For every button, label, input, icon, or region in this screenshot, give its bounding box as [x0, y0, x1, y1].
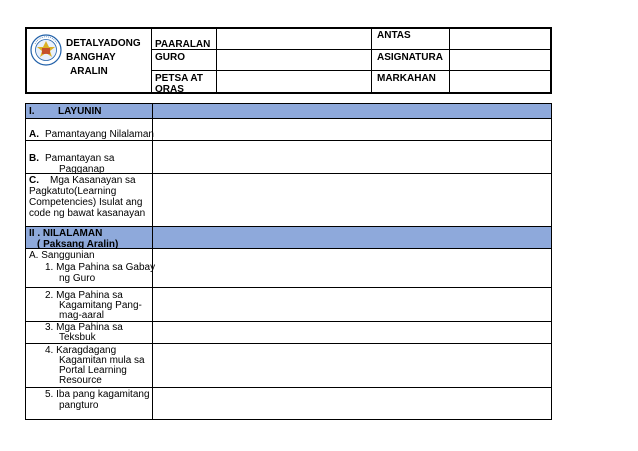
row-label: Kagamitan mula sa — [59, 355, 145, 366]
row-label: Pagkatuto(Learning — [29, 186, 117, 197]
section-subtitle: ( Paksang Aralin) — [37, 239, 119, 250]
row-divider — [25, 343, 552, 344]
title-line: DETALYADONG — [66, 38, 141, 49]
row-label: Kagamitang Pang- — [59, 300, 142, 311]
row-divider — [25, 118, 552, 119]
header-table — [0, 0, 638, 100]
row-label: 3. Mga Pahina sa — [45, 322, 123, 333]
header-divider — [151, 28, 152, 93]
row-label: 4. Karagdagang — [45, 345, 117, 356]
row-label: pangturo — [59, 400, 99, 411]
row-letter: C. — [29, 175, 39, 186]
row-label: Pamantayang Nilalaman — [45, 129, 154, 140]
header-divider — [449, 28, 450, 93]
asignatura-label: ASIGNATURA — [377, 52, 443, 63]
row-letter: A. — [29, 129, 39, 140]
header-divider — [151, 49, 551, 50]
section-number: I. — [29, 106, 35, 117]
markahan-label: MARKAHAN — [377, 73, 436, 84]
row-divider — [25, 140, 552, 141]
title-line: ARALIN — [70, 66, 108, 77]
row-divider — [25, 387, 552, 388]
section-title: LAYUNIN — [58, 106, 102, 117]
row-label: 2. Mga Pahina sa — [45, 290, 123, 301]
row-label: 5. Iba pang kagamitang — [45, 389, 150, 400]
header-divider — [216, 28, 217, 93]
row-label: Pamantayan sa — [45, 153, 115, 164]
antas-label: ANTAS — [377, 30, 411, 41]
guro-label: GURO — [155, 52, 185, 63]
row-label: Portal Learning — [59, 365, 127, 376]
petsa-label: PETSA AT — [155, 73, 203, 84]
row-label: ng Guro — [59, 273, 96, 284]
title-line: BANGHAY — [66, 52, 116, 63]
header-divider — [151, 70, 551, 71]
paaralan-label: PAARALAN — [155, 39, 211, 50]
row-letter: B. — [29, 153, 39, 164]
row-label: Competencies) Isulat ang — [29, 197, 143, 208]
row-label: mag-aaral — [59, 310, 105, 321]
row-label: Teksbuk — [59, 332, 96, 343]
row-label: code ng bawat kasanayan — [29, 208, 146, 219]
row-label: Mga Kasanayan sa — [50, 175, 136, 186]
petsa-label: ORAS — [155, 84, 184, 95]
row-divider — [25, 287, 552, 288]
plan-table — [0, 100, 638, 451]
header-divider — [371, 28, 372, 93]
row-label: Resource — [59, 375, 102, 386]
row-label: Pagganap — [59, 164, 105, 175]
section-title: II . NILALAMAN — [29, 228, 103, 239]
row-divider — [25, 226, 552, 227]
row-label: A. Sanggunian — [29, 250, 95, 261]
deped-seal-icon — [30, 34, 62, 66]
row-label: 1. Mga Pahina sa Gabay — [45, 262, 156, 273]
